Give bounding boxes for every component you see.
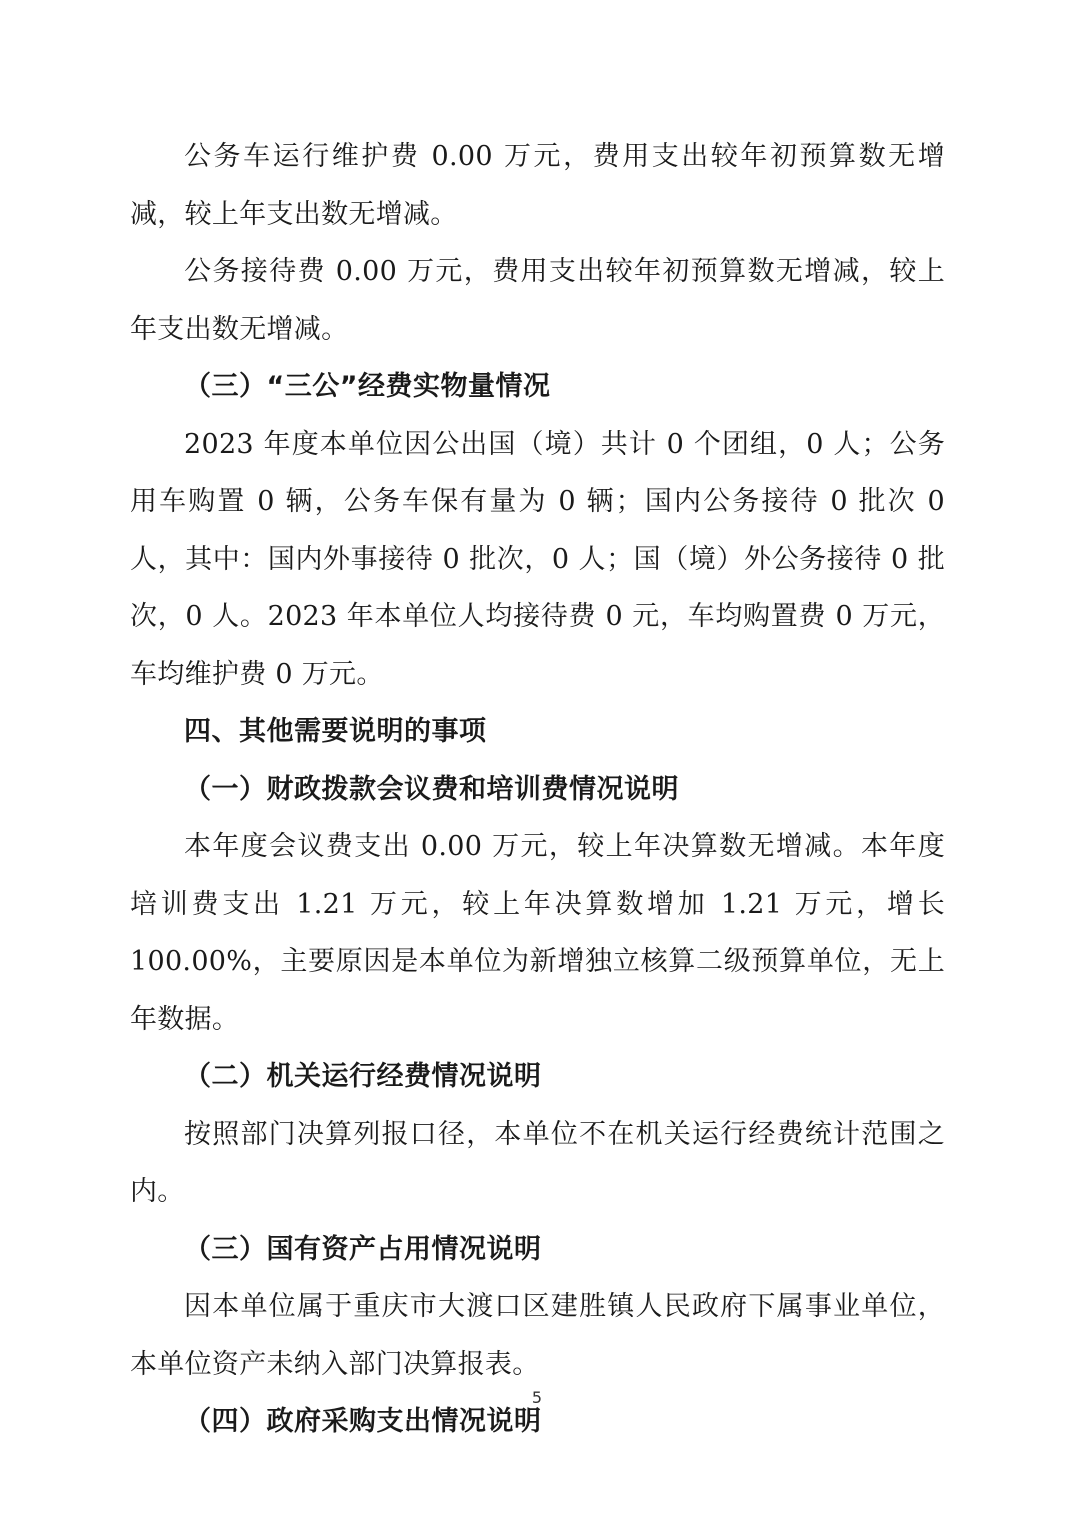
paragraph-state-assets: 因本单位属于重庆市大渡口区建胜镇人民政府下属事业单位，本单位资产未纳入部门决算报表。 — [130, 1291, 945, 1380]
heading-meeting-training-fee: （一）财政拨款会议费和培训费情况说明 — [184, 773, 679, 805]
paragraph-operating-expenses: 按照部门决算列报口径，本单位不在机关运行经费统计范围之内。 — [130, 1118, 945, 1207]
heading-government-procurement: （四）政府采购支出情况说明 — [184, 1406, 542, 1437]
paragraph-meeting-training-fee: 本年度会议费支出 0.00 万元，较上年决算数无增减。本年度培训费支出 1.21 万元，较上年决算数增加 1.21 万元，增长 100.00%，主要原因是本单位为新增独立核算二级预算单位，无上年数据。 — [130, 831, 945, 1035]
paragraph-three-public-quantity: 2023 年度本单位因公出国（境）共计 0 个团组，0 人；公务用车购置 0 辆，公务车保有量为 0 辆；国内公务接待 0 批次 0 人，其中：国内外事接待 0 批次，0 人；国（境）外公务接待 0 批次，0 人。2023 年本单位人均接待费 0 元，车均购置费 0 万元，车均维护费 0 万元。 — [130, 428, 945, 690]
heading-three-public-quantity: （三）“三公”经费实物量情况 — [184, 371, 551, 402]
heading-state-assets: （三）国有资产占用情况说明 — [184, 1233, 542, 1265]
paragraph-vehicle-maintenance: 公务车运行维护费 0.00 万元，费用支出较年初预算数无增减，较上年支出数无增减。 — [130, 141, 945, 230]
heading-operating-expenses: （二）机关运行经费情况说明 — [184, 1061, 542, 1092]
paragraph-reception-fee: 公务接待费 0.00 万元，费用支出较年初预算数无增减，较上年支出数无增减。 — [130, 256, 945, 345]
heading-other-matters: 四、其他需要说明的事项 — [184, 716, 487, 747]
document-body — [130, 128, 945, 1451]
page-number: 5 — [531, 1388, 543, 1407]
